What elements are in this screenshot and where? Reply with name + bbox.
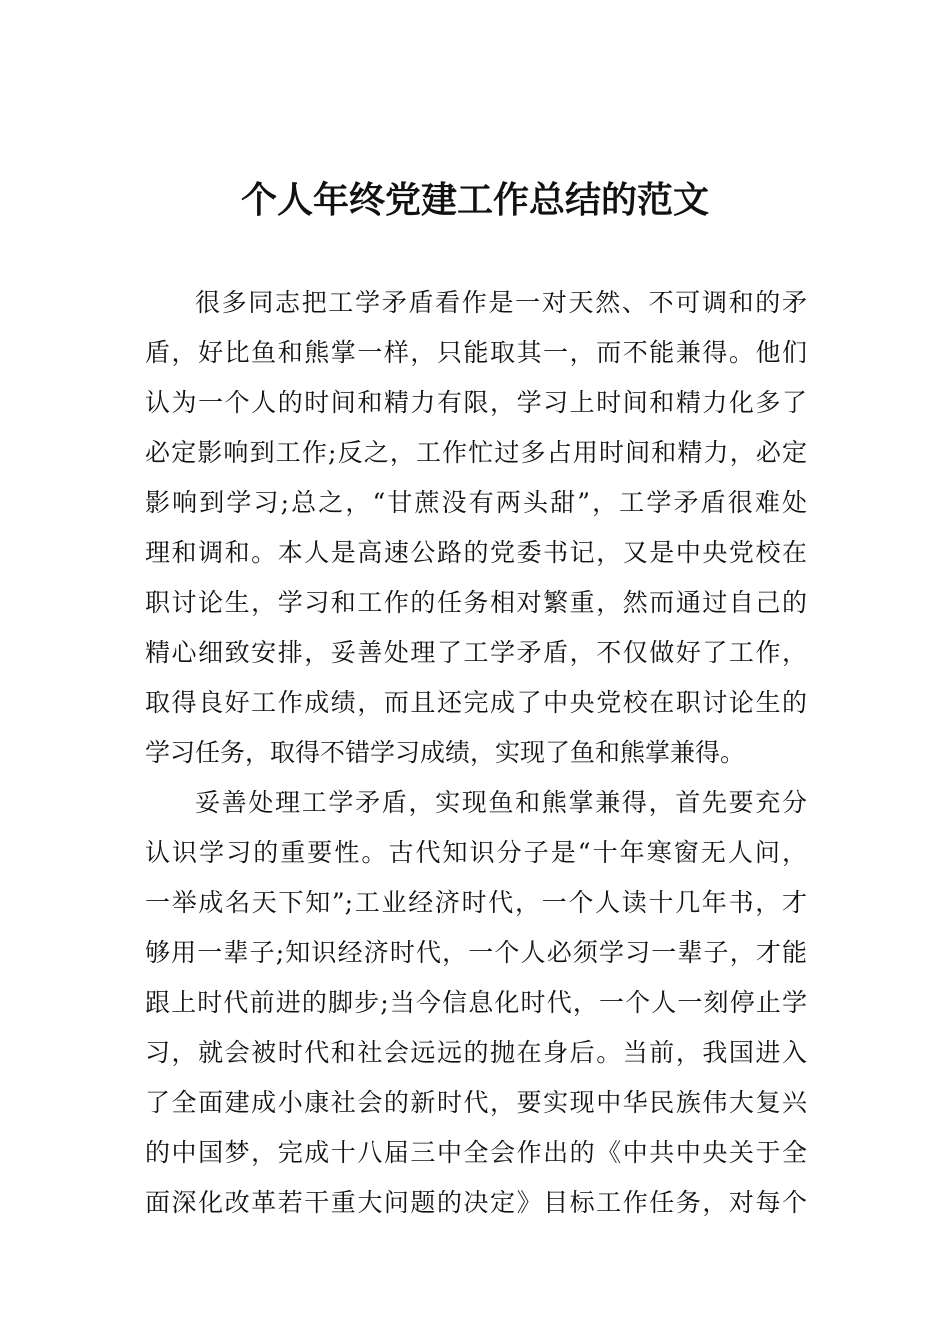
paragraph-line: 习，就会被时代和社会远远的抛在身后。当前，我国进入 [145,1038,807,1067]
paragraph-line: 妥善处理工学矛盾，实现鱼和熊掌兼得，首先要充分 [195,788,807,817]
document-body [145,278,807,1228]
paragraph-line: 影响到学习;总之，“甘蔗没有两头甜”，工学矛盾很难处 [145,488,807,517]
paragraph-line: 学习任务，取得不错学习成绩，实现了鱼和熊掌兼得。 [145,738,746,767]
paragraph-line: 跟上时代前进的脚步;当今信息化时代，一个人一刻停止学 [145,988,807,1017]
paragraph-line: 理和调和。本人是高速公路的党委书记，又是中央党校在 [145,538,807,567]
document-title: 个人年终党建工作总结的范文 [240,179,709,221]
paragraph-line: 面深化改革若干重大问题的决定》目标工作任务，对每个 [145,1188,807,1217]
paragraph-line: 很多同志把工学矛盾看作是一对天然、不可调和的矛 [195,288,807,317]
paragraph-line: 职讨论生，学习和工作的任务相对繁重，然而通过自己的 [145,588,807,617]
paragraph-line: 精心细致安排，妥善处理了工学矛盾，不仅做好了工作， [145,638,807,667]
paragraph-line: 够用一辈子;知识经济时代，一个人必须学习一辈子，才能 [145,938,807,967]
paragraph-line: 一举成名天下知”;工业经济时代，一个人读十几年书，才 [145,888,807,917]
paragraph-line: 了全面建成小康社会的新时代，要实现中华民族伟大复兴 [145,1088,807,1117]
paragraph-line: 认识学习的重要性。古代知识分子是“十年寒窗无人问， [145,838,807,867]
paragraph-line: 取得良好工作成绩，而且还完成了中央党校在职讨论生的 [145,688,807,717]
paragraph-2 [145,778,807,1228]
paragraph-1 [145,278,807,778]
paragraph-line: 必定影响到工作;反之，工作忙过多占用时间和精力，必定 [145,438,807,467]
paragraph-line: 认为一个人的时间和精力有限，学习上时间和精力化多了 [145,388,807,417]
paragraph-line: 的中国梦，完成十八届三中全会作出的《中共中央关于全 [145,1138,807,1167]
paragraph-line: 盾，好比鱼和熊掌一样，只能取其一，而不能兼得。他们 [145,338,807,367]
